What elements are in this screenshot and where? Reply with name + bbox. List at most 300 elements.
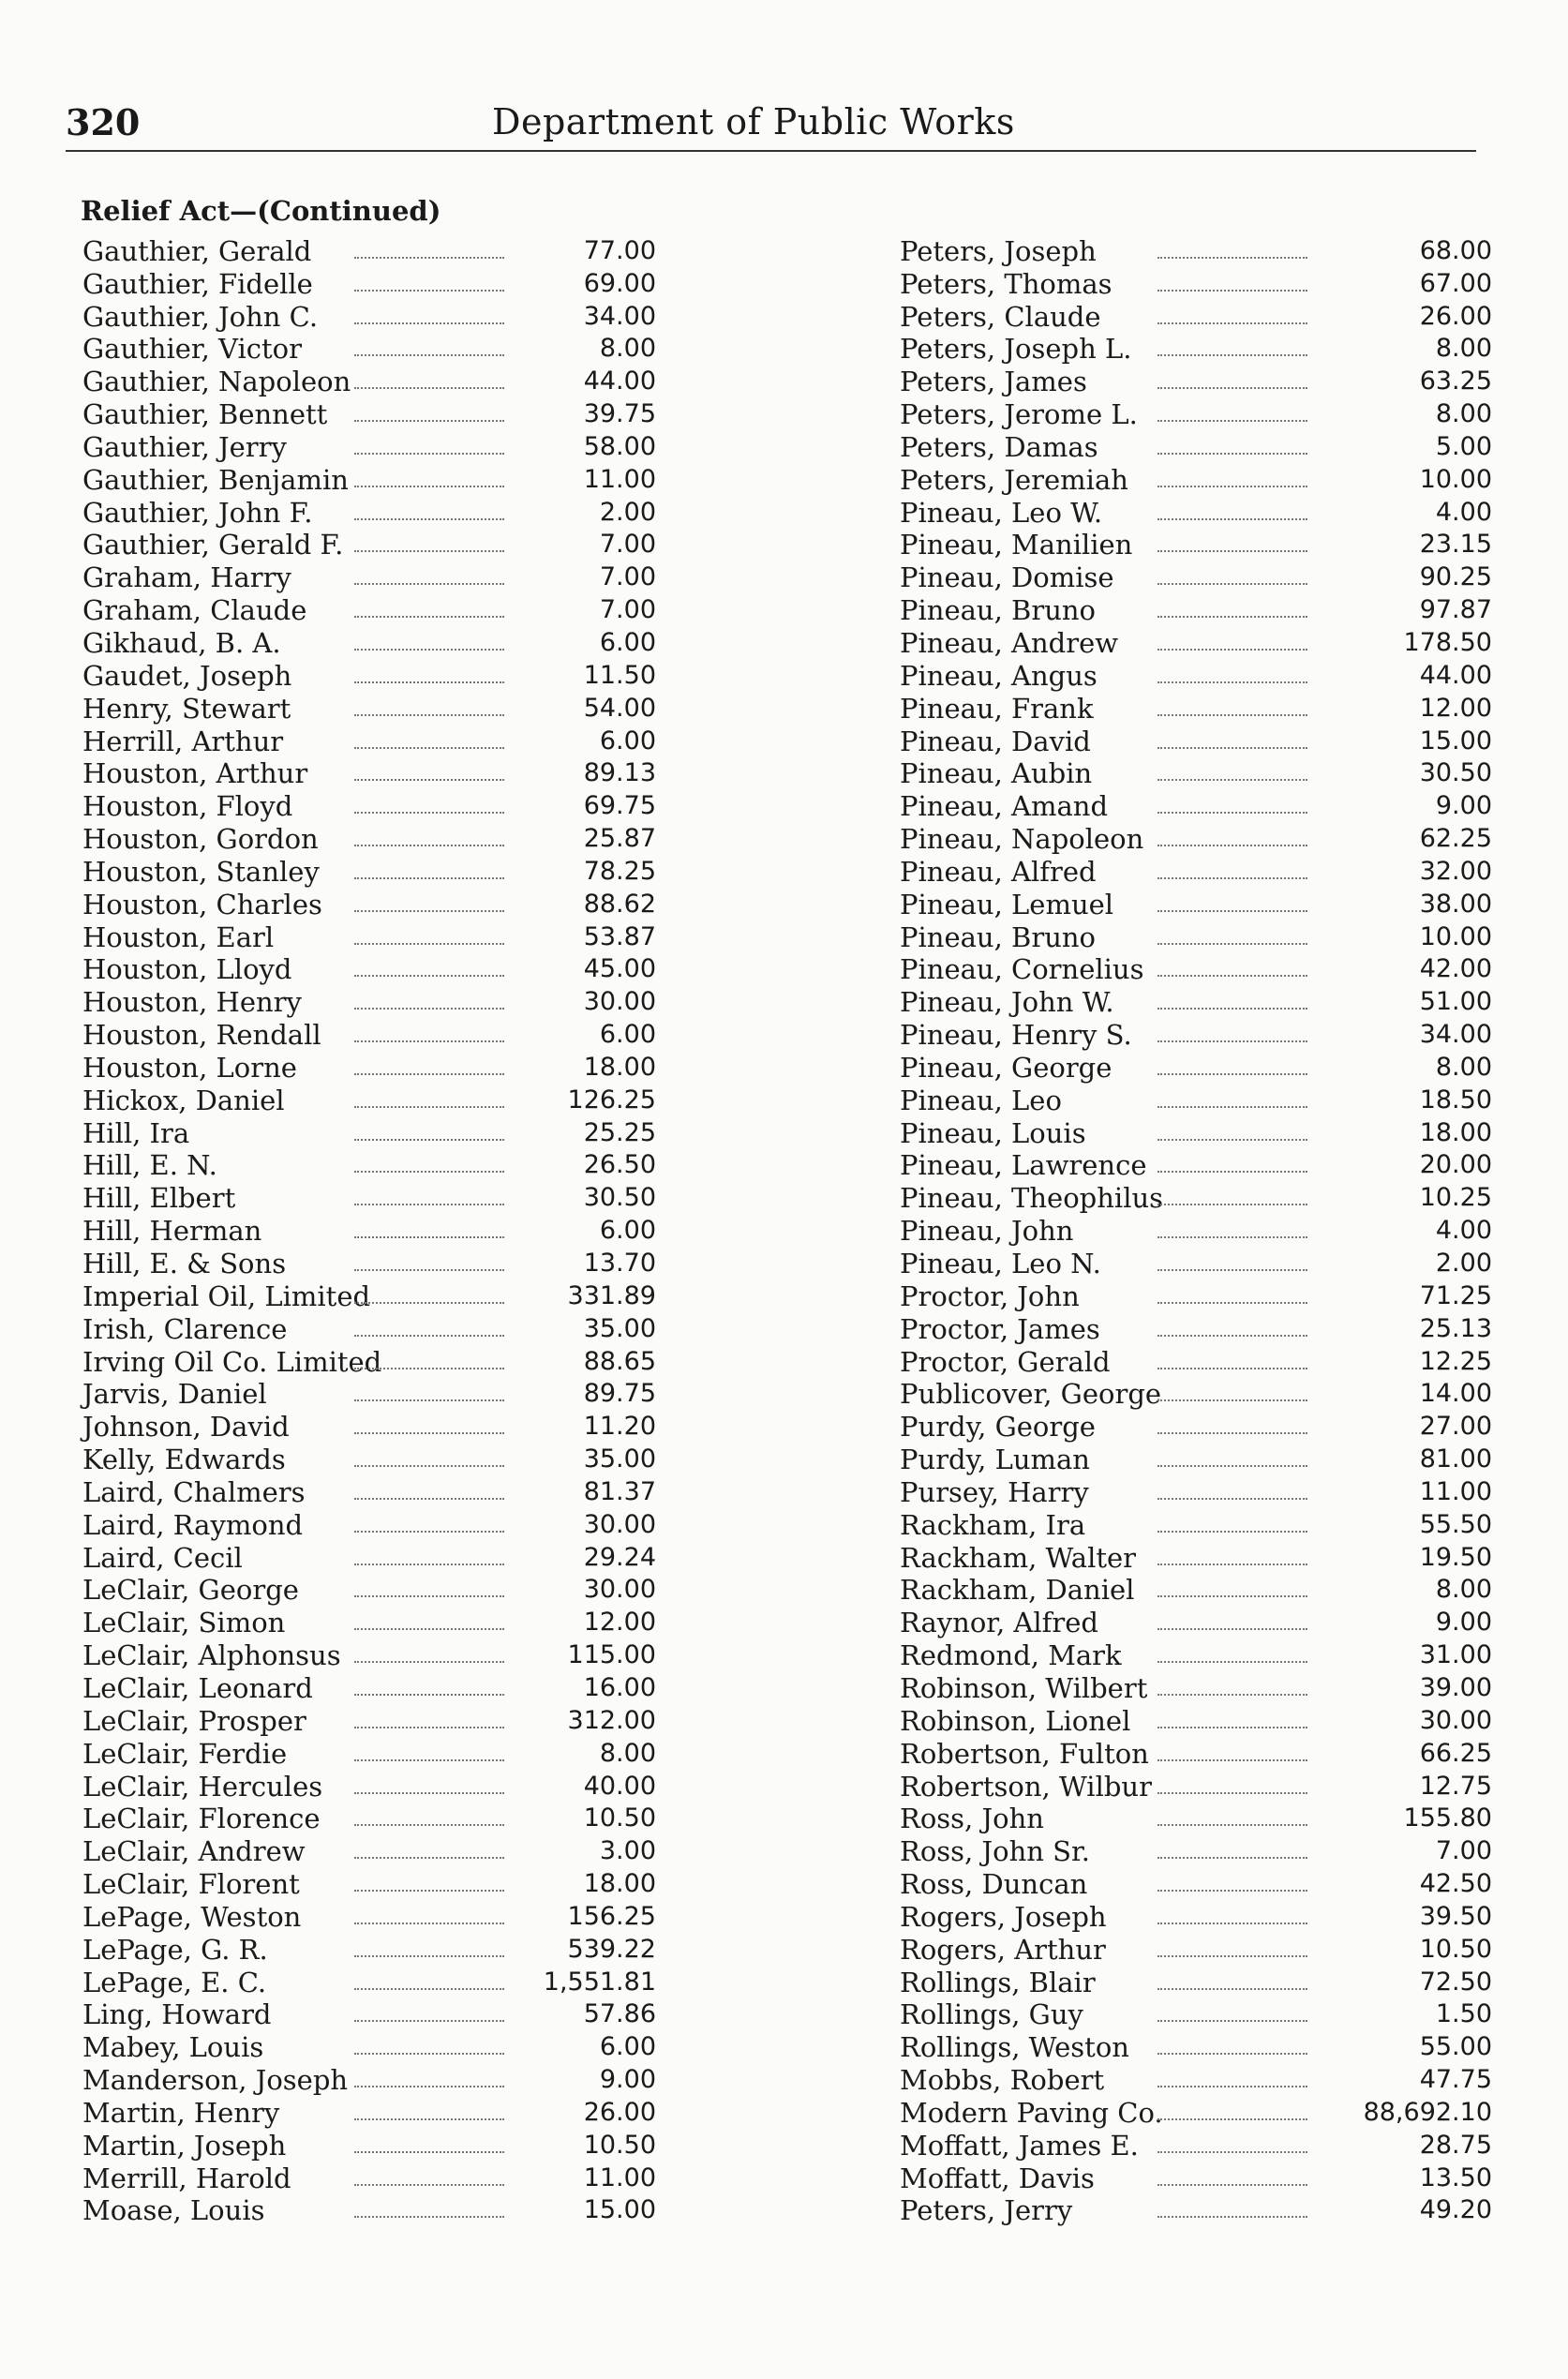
list-item (82, 1998, 701, 2031)
list-item (82, 1704, 701, 1737)
payee-name: Gauthier, Gerald (82, 234, 312, 267)
payee-name: LeClair, George (82, 1574, 299, 1607)
dot-leader (354, 877, 504, 879)
payment-amount: 55.00 (1419, 2032, 1492, 2062)
payment-amount: 25.13 (1419, 1313, 1492, 1343)
list-item (900, 1051, 1516, 1084)
payee-name: Hill, Ira (82, 1116, 190, 1149)
list-item (900, 267, 1516, 300)
payment-amount: 10.50 (583, 2130, 656, 2160)
payee-name: Hill, E. & Sons (82, 1248, 287, 1279)
list-item (900, 561, 1516, 593)
payment-amount: 6.00 (599, 726, 656, 756)
dot-leader (1157, 1759, 1307, 1761)
payee-name: Houston, Henry (82, 986, 302, 1019)
list-item (900, 1933, 1516, 1966)
payment-amount: 10.50 (583, 1803, 656, 1833)
list-item (82, 1443, 701, 1475)
payment-amount: 34.00 (583, 301, 656, 331)
payment-amount: 63.25 (1419, 367, 1492, 396)
list-item (900, 1312, 1516, 1345)
list-item (82, 1410, 701, 1443)
payment-amount: 53.87 (583, 921, 656, 951)
list-item (82, 1345, 701, 1378)
payee-name: LeClair, Simon (82, 1607, 286, 1639)
list-item (82, 1900, 701, 1933)
list-item (82, 1834, 701, 1867)
payee-name: Houston, Stanley (82, 855, 320, 888)
dot-leader (1157, 453, 1307, 455)
dot-leader (354, 1139, 504, 1141)
payee-name: Irish, Clarence (82, 1312, 288, 1345)
dot-leader (1157, 1824, 1307, 1826)
dot-leader (1157, 1465, 1307, 1467)
dot-leader (1157, 1139, 1307, 1141)
payment-amount: 8.00 (1435, 1575, 1492, 1605)
payment-amount: 25.25 (583, 1117, 656, 1147)
payment-amount: 69.00 (583, 268, 656, 298)
dot-leader (1157, 1531, 1307, 1533)
dot-leader (1157, 975, 1307, 977)
payee-name: Irving Oil Co. Limited (82, 1345, 382, 1378)
payee-name: Herrill, Arthur (82, 725, 284, 757)
dot-leader (354, 2151, 504, 2153)
payment-amount: 11.50 (583, 660, 656, 690)
list-item (82, 593, 701, 626)
payee-name: LeClair, Florent (82, 1868, 300, 1901)
dot-leader (1157, 420, 1307, 422)
payee-name: Pineau, Bruno (900, 594, 1097, 627)
dot-leader (354, 1564, 504, 1565)
list-item (900, 1606, 1516, 1638)
payment-amount: 8.00 (599, 334, 656, 364)
dot-leader (1157, 1595, 1307, 1597)
payee-name: Gauthier, Victor (82, 333, 302, 366)
payment-amount: 77.00 (583, 235, 656, 265)
payee-name: LeClair, Andrew (82, 1835, 306, 1868)
payee-name: Rackham, Walter (900, 1541, 1137, 1574)
list-item (82, 2096, 701, 2129)
list-item (900, 1803, 1516, 1835)
payment-amount: 51.00 (1419, 987, 1492, 1017)
payee-name: Houston, Arthur (82, 757, 308, 790)
list-item (82, 1378, 701, 1411)
payee-name: Pineau, Frank (900, 692, 1094, 725)
payment-amount: 54.00 (583, 693, 656, 723)
payment-amount: 30.00 (583, 1575, 656, 1605)
dot-leader (354, 975, 504, 977)
dot-leader (1157, 1792, 1307, 1794)
dot-leader (1157, 2184, 1307, 2186)
payment-amount: 10.00 (1419, 464, 1492, 494)
payment-amount: 88.65 (583, 1346, 656, 1376)
payee-name: Robertson, Wilbur (900, 1770, 1152, 1803)
dot-leader (1157, 1335, 1307, 1337)
dot-leader (1157, 2020, 1307, 2022)
list-item (900, 1149, 1516, 1182)
payee-name: Martin, Henry (82, 2096, 280, 2129)
list-item (82, 1933, 701, 1966)
dot-leader (354, 1694, 504, 1696)
payee-name: Pineau, Manilien (900, 529, 1133, 561)
list-item (900, 2129, 1516, 2162)
list-item (900, 1508, 1516, 1541)
list-item (82, 234, 701, 267)
payee-name: Purdy, Luman (900, 1444, 1090, 1476)
list-item (900, 1084, 1516, 1116)
payee-name: Rogers, Joseph (900, 1900, 1107, 1933)
payment-amount: 6.00 (599, 627, 656, 657)
payee-name: LePage, E. C. (82, 1966, 267, 1998)
payee-name: Rollings, Blair (900, 1966, 1096, 1998)
dot-leader (1157, 1923, 1307, 1924)
left-column (82, 234, 701, 2226)
payee-name: Pineau, Napoleon (900, 823, 1144, 856)
payment-amount: 8.00 (1435, 1052, 1492, 1082)
payment-amount: 39.00 (1419, 1672, 1492, 1702)
list-item (82, 1214, 701, 1247)
list-item (82, 300, 701, 333)
list-item (900, 1443, 1516, 1475)
list-item (900, 2162, 1516, 2194)
payee-name: Graham, Claude (82, 594, 307, 627)
payment-amount: 26.00 (1419, 301, 1492, 331)
dot-leader (1157, 1890, 1307, 1892)
payment-amount: 8.00 (1435, 334, 1492, 364)
dot-leader (354, 2184, 504, 2186)
dot-leader (1157, 290, 1307, 292)
dot-leader (1157, 1564, 1307, 1565)
list-item (900, 2030, 1516, 2063)
list-item (82, 529, 701, 561)
dot-leader (1157, 649, 1307, 651)
payee-name: Peters, Damas (900, 430, 1098, 463)
list-item (900, 2063, 1516, 2096)
payment-amount: 7.00 (599, 595, 656, 625)
payment-amount: 49.20 (1419, 2195, 1492, 2225)
list-item (82, 1116, 701, 1149)
payee-name: Jarvis, Daniel (82, 1378, 267, 1411)
payment-amount: 19.50 (1419, 1542, 1492, 1572)
payee-name: Gauthier, Fidelle (82, 267, 313, 300)
payee-name: Peters, Claude (900, 300, 1101, 333)
payment-amount: 81.00 (1419, 1444, 1492, 1474)
payee-name: Robinson, Lionel (900, 1704, 1131, 1737)
list-item (900, 1018, 1516, 1051)
payee-name: Hill, Elbert (82, 1182, 236, 1215)
payee-name: Pineau, Henry S. (900, 1019, 1132, 1052)
payee-name: Peters, James (900, 366, 1087, 398)
payment-amount: 45.00 (583, 954, 656, 984)
dot-leader (354, 1628, 504, 1630)
list-item (82, 626, 701, 659)
list-item (900, 430, 1516, 463)
payee-name: Henry, Stewart (82, 692, 291, 725)
payee-name: Pineau, Domise (900, 561, 1114, 594)
payment-amount: 78.25 (583, 856, 656, 886)
payment-amount: 18.50 (1419, 1085, 1492, 1115)
payment-amount: 12.00 (583, 1608, 656, 1638)
dot-leader (354, 649, 504, 651)
dot-leader (1157, 779, 1307, 781)
payment-amount: 44.00 (1419, 660, 1492, 690)
payment-amount: 155.80 (1403, 1803, 1492, 1833)
dot-leader (1157, 1171, 1307, 1173)
dot-leader (354, 910, 504, 912)
payee-name: Gauthier, Bennett (82, 398, 328, 431)
payment-amount: 35.00 (583, 1444, 656, 1474)
dot-leader (1157, 387, 1307, 389)
dot-leader (354, 1171, 504, 1173)
payment-amount: 97.87 (1419, 595, 1492, 625)
payment-amount: 15.00 (583, 2195, 656, 2225)
payee-name: Houston, Rendall (82, 1019, 321, 1052)
payment-amount: 10.25 (1419, 1183, 1492, 1213)
dot-leader (1157, 877, 1307, 879)
dot-leader (1157, 1432, 1307, 1434)
dot-leader (354, 714, 504, 716)
payee-name: Pineau, Leo N. (900, 1248, 1101, 1279)
payment-amount: 57.86 (583, 1999, 656, 2029)
dot-leader (1157, 2151, 1307, 2153)
payee-name: Rackham, Daniel (900, 1574, 1135, 1607)
list-item (82, 953, 701, 986)
dot-leader (354, 2053, 504, 2055)
payment-amount: 8.00 (1435, 399, 1492, 429)
payee-name: Peters, Joseph (900, 234, 1097, 267)
payee-name: Gauthier, John C. (82, 300, 319, 333)
list-item (900, 1410, 1516, 1443)
payee-name: Pineau, Amand (900, 790, 1109, 823)
list-item (900, 529, 1516, 561)
payment-amount: 38.00 (1419, 889, 1492, 919)
payment-amount: 2.00 (1435, 1249, 1492, 1278)
dot-leader (354, 1335, 504, 1337)
payment-amount: 7.00 (599, 562, 656, 592)
list-item (82, 1867, 701, 1900)
payee-name: Purdy, George (900, 1411, 1096, 1444)
list-item (900, 1834, 1516, 1867)
list-item (900, 1378, 1516, 1411)
list-item (900, 985, 1516, 1018)
payment-amount: 331.89 (567, 1280, 656, 1310)
payment-amount: 16.00 (583, 1672, 656, 1702)
payee-name: Gauthier, Gerald F. (82, 529, 344, 561)
payee-name: Robinson, Wilbert (900, 1671, 1148, 1704)
payment-amount: 1.50 (1435, 1999, 1492, 2029)
payee-name: Gaudet, Joseph (82, 659, 292, 692)
payment-amount: 9.00 (1435, 1608, 1492, 1638)
payee-name: Rollings, Weston (900, 2031, 1129, 2064)
dot-leader (354, 1531, 504, 1533)
dot-leader (354, 943, 504, 945)
dot-leader (1157, 1857, 1307, 1859)
payee-name: Laird, Chalmers (82, 1475, 306, 1508)
dot-leader (1157, 486, 1307, 487)
payment-amount: 88.62 (583, 889, 656, 919)
payee-name: Moffatt, Davis (900, 2162, 1095, 2194)
payee-name: Hill, E. N. (82, 1149, 217, 1182)
payment-amount: 11.20 (583, 1412, 656, 1442)
payment-amount: 1,551.81 (543, 1967, 656, 1997)
dot-leader (1157, 943, 1307, 945)
list-item (82, 692, 701, 725)
dot-leader (354, 1040, 504, 1042)
payment-amount: 12.75 (1419, 1771, 1492, 1801)
payment-amount: 34.00 (1419, 1020, 1492, 1050)
payment-amount: 15.00 (1419, 726, 1492, 756)
dot-leader (354, 616, 504, 618)
payment-amount: 13.50 (1419, 2162, 1492, 2192)
payment-amount: 42.50 (1419, 1869, 1492, 1899)
dot-leader (354, 1988, 504, 1990)
dot-leader (354, 1923, 504, 1924)
dot-leader (354, 1498, 504, 1500)
payment-amount: 30.00 (583, 987, 656, 1017)
list-item (82, 267, 701, 300)
payee-name: Pineau, Angus (900, 659, 1098, 692)
dot-leader (1157, 1727, 1307, 1728)
payee-name: Pineau, Bruno (900, 920, 1097, 953)
list-item (900, 626, 1516, 659)
list-item (82, 757, 701, 790)
payment-amount: 6.00 (599, 1216, 656, 1246)
payee-name: Pineau, George (900, 1051, 1113, 1084)
payee-name: Moase, Louis (82, 2194, 265, 2227)
list-item (82, 1475, 701, 1508)
dot-leader (354, 779, 504, 781)
list-item (900, 1638, 1516, 1671)
dot-leader (1157, 1008, 1307, 1010)
dot-leader (1157, 1269, 1307, 1271)
list-item (900, 789, 1516, 822)
payment-amount: 178.50 (1403, 627, 1492, 657)
dot-leader (354, 1661, 504, 1663)
dot-leader (354, 1236, 504, 1238)
right-column (900, 234, 1516, 2226)
list-item (900, 1704, 1516, 1737)
payment-amount: 30.00 (583, 1509, 656, 1539)
dot-leader (354, 290, 504, 292)
list-item (900, 1966, 1516, 1998)
dot-leader (354, 1204, 504, 1205)
dot-leader (354, 1759, 504, 1761)
payment-amount: 26.50 (583, 1150, 656, 1180)
payee-name: Graham, Harry (82, 561, 291, 594)
payee-name: Laird, Cecil (82, 1541, 243, 1574)
dot-leader (354, 486, 504, 487)
payee-name: Rackham, Ira (900, 1508, 1086, 1541)
payment-amount: 11.00 (1419, 1476, 1492, 1506)
payment-amount: 32.00 (1419, 856, 1492, 886)
list-item (900, 1181, 1516, 1214)
dot-leader (354, 1727, 504, 1728)
payee-name: Mobbs, Robert (900, 2064, 1105, 2097)
dot-leader (1157, 1204, 1307, 1205)
list-item (900, 234, 1516, 267)
payee-name: Houston, Lorne (82, 1051, 297, 1084)
list-item (900, 333, 1516, 366)
dot-leader (354, 1073, 504, 1075)
list-item (82, 1574, 701, 1607)
list-item (900, 1770, 1516, 1803)
dot-leader (354, 1106, 504, 1108)
dot-leader (1157, 257, 1307, 259)
list-item (900, 365, 1516, 397)
payee-name: Johnson, David (82, 1411, 290, 1444)
payee-name: Hickox, Daniel (82, 1084, 285, 1116)
list-item (82, 2030, 701, 2063)
payee-name: Houston, Gordon (82, 823, 319, 856)
payee-name: Modern Paving Co. (900, 2096, 1163, 2129)
dot-leader (354, 1890, 504, 1892)
list-item (82, 888, 701, 920)
payee-name: Laird, Raymond (82, 1508, 304, 1541)
list-item (82, 855, 701, 888)
list-item (82, 1181, 701, 1214)
list-item (900, 1574, 1516, 1607)
dot-leader (1157, 2053, 1307, 2055)
payee-name: Pineau, Lemuel (900, 888, 1114, 920)
dot-leader (354, 583, 504, 585)
list-item (82, 2129, 701, 2162)
dot-leader (1157, 2086, 1307, 2087)
dot-leader (1157, 1073, 1307, 1075)
list-item (900, 888, 1516, 920)
dot-leader (354, 681, 504, 683)
payee-name: Ross, John (900, 1803, 1044, 1835)
dot-leader (354, 354, 504, 356)
dot-leader (354, 812, 504, 814)
payee-name: Martin, Joseph (82, 2129, 287, 2162)
dot-leader (354, 2020, 504, 2022)
payee-name: Pineau, Leo (900, 1084, 1062, 1116)
dot-leader (354, 257, 504, 259)
list-item (82, 1770, 701, 1803)
dot-leader (354, 1302, 504, 1304)
dot-leader (354, 1465, 504, 1467)
dot-leader (1157, 322, 1307, 324)
dot-leader (1157, 518, 1307, 520)
dot-leader (1157, 1988, 1307, 1990)
list-item (82, 365, 701, 397)
dot-leader (354, 1955, 504, 1957)
payee-name: Publicover, George (900, 1378, 1162, 1411)
payee-name: Houston, Earl (82, 920, 275, 953)
list-item (82, 920, 701, 953)
payee-name: Gauthier, Benjamin (82, 463, 349, 496)
dot-leader (354, 453, 504, 455)
dot-leader (354, 1595, 504, 1597)
payment-amount: 67.00 (1419, 268, 1492, 298)
list-item (82, 1312, 701, 1345)
payment-amount: 10.50 (1419, 1934, 1492, 1964)
dot-leader (354, 550, 504, 552)
payee-name: LeClair, Prosper (82, 1704, 306, 1737)
payment-amount: 539.22 (567, 1934, 656, 1964)
list-item (82, 1279, 701, 1312)
dot-leader (1157, 1106, 1307, 1108)
payee-name: Pineau, John (900, 1215, 1074, 1248)
payment-amount: 27.00 (1419, 1412, 1492, 1442)
payee-name: Gauthier, Jerry (82, 430, 287, 463)
list-item (900, 1279, 1516, 1312)
list-item (900, 1214, 1516, 1247)
payment-amount: 6.00 (599, 2032, 656, 2062)
list-item (82, 789, 701, 822)
dot-leader (1157, 2118, 1307, 2120)
dot-leader (1157, 1399, 1307, 1401)
